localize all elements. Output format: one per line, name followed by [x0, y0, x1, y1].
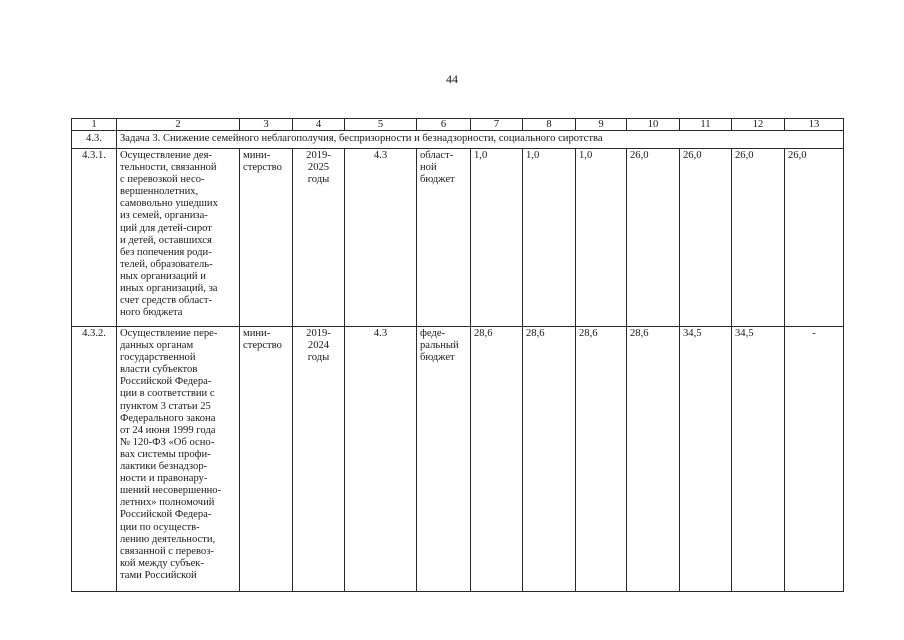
column-number: 4: [293, 119, 345, 131]
value-col-10: 26,0: [627, 149, 680, 327]
column-number: 12: [732, 119, 785, 131]
column-number: 6: [417, 119, 471, 131]
value-col-10: 28,6: [627, 327, 680, 592]
table-row: [72, 149, 844, 327]
page-number: 44: [446, 72, 458, 86]
value-col-8: 28,6: [523, 327, 576, 592]
executor-cell: мини- стерство: [240, 149, 293, 327]
reference-cell: 4.3: [345, 149, 417, 327]
activity-description: Осуществление дея- тельности, связанной с перевозкой несо- вершеннолетних, самовольно ушедших из семей, организа- ций для детей-сирот и детей, оставшихся без попечения роди- телей, образователь- ных организаций и иных организаций, за счет средств област- ного бюджета: [117, 149, 240, 327]
executor-cell: мини- стерство: [240, 327, 293, 592]
table-row: [72, 327, 844, 592]
column-number: 7: [471, 119, 523, 131]
task-number: 4.3.: [72, 131, 117, 149]
column-number: 9: [576, 119, 627, 131]
activity-description: Осуществление пере- данных органам государственной власти субъектов Российской Федера- ции в соответствии с пунктом 3 статьи 25 Федерального закона от 24 июня 1999 года № 120-ФЗ «Об осно- вах системы профи- лактики безнадзор- ности и правонару- шений несовершенно- летних» полномочий Российской Федера- ции по осуществ- лению деятельности, связанной с перевоз- кой между субъек- тами Российской: [117, 327, 240, 592]
period-cell: 2019- 2024 годы: [293, 327, 345, 592]
value-col-11: 34,5: [680, 327, 732, 592]
value-col-13: -: [785, 327, 844, 592]
row-number: 4.3.1.: [72, 149, 117, 327]
value-col-7: 28,6: [471, 327, 523, 592]
value-col-9: 1,0: [576, 149, 627, 327]
task-row: [72, 131, 844, 149]
value-col-11: 26,0: [680, 149, 732, 327]
funding-source-cell: феде- ральный бюджет: [417, 327, 471, 592]
value-col-12: 34,5: [732, 327, 785, 592]
column-number: 2: [117, 119, 240, 131]
value-col-8: 1,0: [523, 149, 576, 327]
value-col-12: 26,0: [732, 149, 785, 327]
column-number: 10: [627, 119, 680, 131]
budget-table: [71, 118, 844, 592]
column-number: 1: [72, 119, 117, 131]
funding-source-cell: област- ной бюджет: [417, 149, 471, 327]
column-number: 3: [240, 119, 293, 131]
reference-cell: 4.3: [345, 327, 417, 592]
column-number: 11: [680, 119, 732, 131]
value-col-13: 26,0: [785, 149, 844, 327]
column-number-row: [72, 119, 844, 131]
period-cell: 2019- 2025 годы: [293, 149, 345, 327]
value-col-9: 28,6: [576, 327, 627, 592]
row-number: 4.3.2.: [72, 327, 117, 592]
column-number: 13: [785, 119, 844, 131]
value-col-7: 1,0: [471, 149, 523, 327]
column-number: 8: [523, 119, 576, 131]
task-title: Задача 3. Снижение семейного неблагополучия, беспризорности и безнадзорности, социального сиротства: [117, 131, 844, 149]
column-number: 5: [345, 119, 417, 131]
